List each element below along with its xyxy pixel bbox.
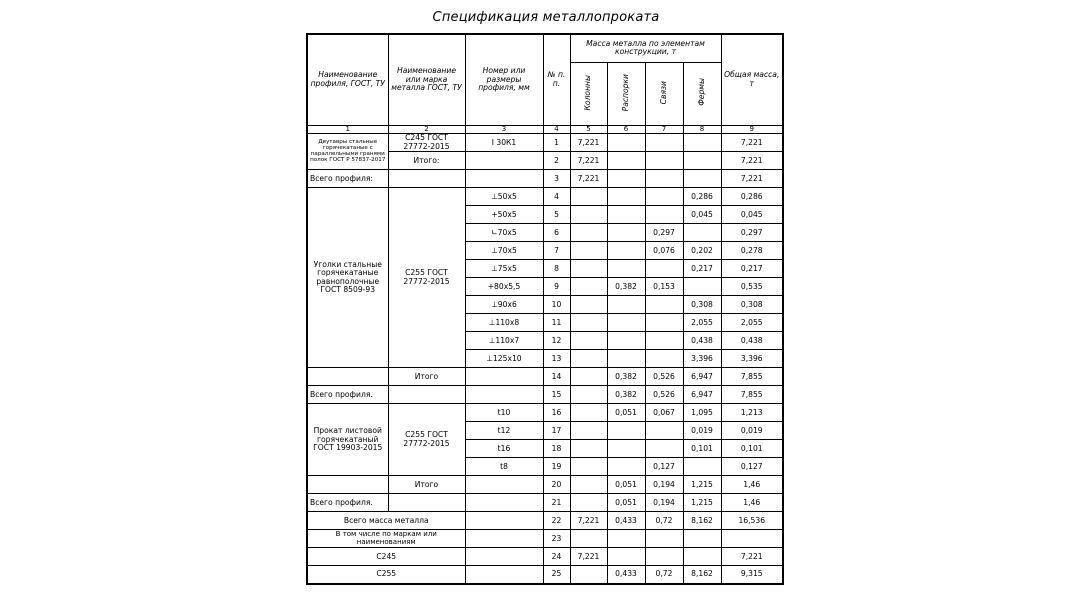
mass-struts [607, 350, 645, 368]
mass-total: 0,019 [721, 422, 783, 440]
row-number: 2 [543, 152, 570, 170]
header-total: Общая масса, т [721, 34, 783, 125]
row-number: 5 [543, 206, 570, 224]
mass-columns: 7,221 [570, 548, 607, 566]
mass-struts: 0,051 [607, 494, 645, 512]
mass-braces [645, 134, 683, 152]
mass-columns [570, 530, 607, 548]
index-cell: 9 [721, 125, 783, 134]
row-number: 11 [543, 314, 570, 332]
mass-braces [645, 350, 683, 368]
mass-total: 0,127 [721, 458, 783, 476]
row-number: 23 [543, 530, 570, 548]
mass-braces [645, 152, 683, 170]
mass-struts [607, 296, 645, 314]
mass-struts [607, 134, 645, 152]
profile-size: t10 [465, 404, 543, 422]
table-row [307, 530, 783, 548]
mass-columns [570, 368, 607, 386]
mass-trusses: 1,215 [683, 476, 721, 494]
steel-grade [388, 386, 465, 404]
mass-total: 0,308 [721, 296, 783, 314]
profile-total-label: Всего профиля. [307, 386, 388, 404]
table-row [307, 548, 783, 566]
profile-size [465, 530, 543, 548]
mass-total: 7,221 [721, 134, 783, 152]
total-mass-label: Всего масса металла [307, 512, 465, 530]
steel-grade [388, 170, 465, 188]
mass-struts [607, 188, 645, 206]
profile-size: t8 [465, 458, 543, 476]
mass-total: 7,221 [721, 548, 783, 566]
steel-grade: С245 ГОСТ 27772-2015 [388, 134, 465, 152]
specification-table [306, 33, 784, 585]
profile-size [465, 494, 543, 512]
mass-trusses: 8,162 [683, 512, 721, 530]
index-cell: 4 [543, 125, 570, 134]
header-mass-group: Масса металла по элементам конструкции, т [570, 34, 721, 62]
row-number: 7 [543, 242, 570, 260]
mass-trusses [683, 152, 721, 170]
profile-name: Прокат листовой горячекатаный ГОСТ 19903-2015 [307, 404, 388, 476]
mass-braces [645, 530, 683, 548]
header-size: Номер или размеры профиля, мм [465, 34, 543, 125]
mass-total: 0,535 [721, 278, 783, 296]
subtotal-label: Итого [388, 476, 465, 494]
mass-struts: 0,433 [607, 512, 645, 530]
row-number: 17 [543, 422, 570, 440]
table-row [307, 494, 783, 512]
index-cell: 8 [683, 125, 721, 134]
index-cell: 2 [388, 125, 465, 134]
mass-trusses: 0,202 [683, 242, 721, 260]
mass-total: 0,045 [721, 206, 783, 224]
mass-trusses [683, 170, 721, 188]
mass-total: 16,536 [721, 512, 783, 530]
mass-struts [607, 332, 645, 350]
mass-trusses: 3,396 [683, 350, 721, 368]
mass-struts [607, 152, 645, 170]
row-number: 14 [543, 368, 570, 386]
profile-total-label: Всего профиля: [307, 170, 388, 188]
mass-total: 3,396 [721, 350, 783, 368]
profile-name [307, 368, 388, 386]
profile-size [465, 476, 543, 494]
profile-size: ⊥110x8 [465, 314, 543, 332]
mass-columns [570, 476, 607, 494]
profile-size: ⊥125x10 [465, 350, 543, 368]
header-columns: Колонны [570, 62, 607, 125]
row-number: 20 [543, 476, 570, 494]
mass-columns [570, 296, 607, 314]
mass-braces: 0,72 [645, 512, 683, 530]
row-number: 13 [543, 350, 570, 368]
mass-braces: 0,297 [645, 224, 683, 242]
index-cell: 6 [607, 125, 645, 134]
mass-columns: 7,221 [570, 512, 607, 530]
mass-columns [570, 566, 607, 584]
mass-braces [645, 170, 683, 188]
row-number: 1 [543, 134, 570, 152]
mass-struts [607, 242, 645, 260]
row-number: 10 [543, 296, 570, 314]
profile-size: t12 [465, 422, 543, 440]
profile-size: ⊥90x6 [465, 296, 543, 314]
profile-size [465, 566, 543, 584]
table-row [307, 566, 783, 584]
profile-size [465, 368, 543, 386]
header-struts: Распорки [607, 62, 645, 125]
header-number: № п. п. [543, 34, 570, 125]
mass-braces: 0,127 [645, 458, 683, 476]
index-cell: 1 [307, 125, 388, 134]
profile-size: ⊥110x7 [465, 332, 543, 350]
profile-size: ⊥75x5 [465, 260, 543, 278]
row-number: 12 [543, 332, 570, 350]
mass-total: 7,221 [721, 152, 783, 170]
mass-columns [570, 386, 607, 404]
profile-name: Двутавры стальные горячекатаные с параллельными гранями полок ГОСТ Р 57837-2017 [307, 134, 388, 170]
mass-braces: 0,526 [645, 368, 683, 386]
row-number: 24 [543, 548, 570, 566]
mass-braces [645, 260, 683, 278]
mass-columns [570, 224, 607, 242]
mass-braces: 0,067 [645, 404, 683, 422]
mass-columns [570, 278, 607, 296]
mass-columns [570, 314, 607, 332]
mass-total: 0,438 [721, 332, 783, 350]
mass-struts [607, 170, 645, 188]
mass-total: 7,855 [721, 368, 783, 386]
row-number: 6 [543, 224, 570, 242]
mass-braces [645, 188, 683, 206]
mass-braces [645, 206, 683, 224]
page-title: Спецификация металлопроката [432, 10, 660, 25]
profile-size: ⊥70x5 [465, 242, 543, 260]
mass-total: 0,217 [721, 260, 783, 278]
table-row [307, 368, 783, 386]
mass-columns [570, 332, 607, 350]
mass-braces [645, 548, 683, 566]
mass-total: 7,221 [721, 170, 783, 188]
profile-size [465, 170, 543, 188]
mass-trusses [683, 224, 721, 242]
profile-size: ∟70x5 [465, 224, 543, 242]
mass-total: 1,46 [721, 476, 783, 494]
mass-struts [607, 422, 645, 440]
table-row [307, 512, 783, 530]
mass-trusses: 0,438 [683, 332, 721, 350]
mass-columns [570, 206, 607, 224]
mass-columns [570, 494, 607, 512]
mass-trusses: 0,286 [683, 188, 721, 206]
mass-struts [607, 530, 645, 548]
mass-trusses: 8,162 [683, 566, 721, 584]
mass-total: 0,286 [721, 188, 783, 206]
row-number: 21 [543, 494, 570, 512]
profile-name: Уголки стальные горячекатаные равнополочные ГОСТ 8509-93 [307, 188, 388, 368]
mass-braces [645, 314, 683, 332]
mass-braces [645, 332, 683, 350]
table-row [307, 404, 783, 422]
mass-braces [645, 440, 683, 458]
profile-size [465, 152, 543, 170]
row-number: 18 [543, 440, 570, 458]
steel-grade: С255 ГОСТ 27772-2015 [388, 404, 465, 476]
profile-size [465, 512, 543, 530]
mass-trusses: 1,095 [683, 404, 721, 422]
mass-columns [570, 242, 607, 260]
mass-struts: 0,433 [607, 566, 645, 584]
mass-struts: 0,382 [607, 368, 645, 386]
table-row [307, 188, 783, 206]
mass-trusses: 6,947 [683, 368, 721, 386]
index-row [307, 125, 783, 134]
row-number: 3 [543, 170, 570, 188]
mass-columns [570, 260, 607, 278]
mass-trusses: 0,308 [683, 296, 721, 314]
mass-total: 0,297 [721, 224, 783, 242]
mass-total: 7,855 [721, 386, 783, 404]
profile-size: t16 [465, 440, 543, 458]
mass-braces [645, 422, 683, 440]
header-row [307, 34, 783, 62]
mass-struts [607, 440, 645, 458]
mass-struts: 0,382 [607, 278, 645, 296]
mass-struts: 0,051 [607, 404, 645, 422]
mass-trusses: 0,045 [683, 206, 721, 224]
profile-size: +50x5 [465, 206, 543, 224]
mass-struts [607, 260, 645, 278]
profile-total-label: Всего профиля. [307, 494, 388, 512]
mass-trusses: 1,215 [683, 494, 721, 512]
mass-trusses: 0,019 [683, 422, 721, 440]
mass-trusses: 0,101 [683, 440, 721, 458]
mass-columns [570, 188, 607, 206]
mass-columns [570, 440, 607, 458]
subtotal-label: Итого [388, 368, 465, 386]
row-number: 22 [543, 512, 570, 530]
grade-c255-label: С255 [307, 566, 465, 584]
table-row [307, 170, 783, 188]
mass-trusses [683, 458, 721, 476]
row-number: 8 [543, 260, 570, 278]
index-cell: 3 [465, 125, 543, 134]
mass-total: 1,46 [721, 494, 783, 512]
mass-trusses: 2,055 [683, 314, 721, 332]
mass-trusses [683, 548, 721, 566]
mass-columns [570, 404, 607, 422]
index-cell: 5 [570, 125, 607, 134]
mass-total: 9,315 [721, 566, 783, 584]
row-number: 16 [543, 404, 570, 422]
mass-struts: 0,382 [607, 386, 645, 404]
steel-grade: С255 ГОСТ 27772-2015 [388, 188, 465, 368]
including-label: В том числе по маркам или наименованиям [307, 530, 465, 548]
mass-braces [645, 296, 683, 314]
header-profile: Наименование профиля, ГОСТ, ТУ [307, 34, 388, 125]
mass-total: 0,278 [721, 242, 783, 260]
row-number: 4 [543, 188, 570, 206]
row-number: 25 [543, 566, 570, 584]
mass-struts [607, 458, 645, 476]
row-number: 19 [543, 458, 570, 476]
mass-total: 1,213 [721, 404, 783, 422]
subtotal-label: Итого: [388, 152, 465, 170]
mass-trusses [683, 278, 721, 296]
mass-columns: 7,221 [570, 170, 607, 188]
mass-braces: 0,076 [645, 242, 683, 260]
row-number: 9 [543, 278, 570, 296]
mass-columns [570, 422, 607, 440]
mass-trusses [683, 530, 721, 548]
mass-total: 0,101 [721, 440, 783, 458]
mass-total [721, 530, 783, 548]
table-row [307, 386, 783, 404]
grade-c245-label: С245 [307, 548, 465, 566]
mass-braces: 0,153 [645, 278, 683, 296]
mass-trusses: 6,947 [683, 386, 721, 404]
mass-struts [607, 314, 645, 332]
index-cell: 7 [645, 125, 683, 134]
mass-columns [570, 458, 607, 476]
mass-struts [607, 206, 645, 224]
table-row [307, 134, 783, 152]
profile-size: ⊥50x5 [465, 188, 543, 206]
header-trusses: Фермы [683, 62, 721, 125]
row-number: 15 [543, 386, 570, 404]
profile-size: I 30К1 [465, 134, 543, 152]
mass-columns: 7,221 [570, 152, 607, 170]
mass-total: 2,055 [721, 314, 783, 332]
steel-grade [388, 494, 465, 512]
mass-struts: 0,051 [607, 476, 645, 494]
mass-struts [607, 548, 645, 566]
profile-size [465, 548, 543, 566]
mass-columns: 7,221 [570, 134, 607, 152]
profile-name [307, 476, 388, 494]
table-row [307, 476, 783, 494]
mass-braces: 0,194 [645, 494, 683, 512]
mass-braces: 0,526 [645, 386, 683, 404]
mass-braces: 0,72 [645, 566, 683, 584]
profile-size: +80x5,5 [465, 278, 543, 296]
mass-trusses: 0,217 [683, 260, 721, 278]
profile-size [465, 386, 543, 404]
mass-braces: 0,194 [645, 476, 683, 494]
mass-trusses [683, 134, 721, 152]
header-steel: Наименование или марка металла ГОСТ, ТУ [388, 34, 465, 125]
header-braces: Связи [645, 62, 683, 125]
mass-struts [607, 224, 645, 242]
mass-columns [570, 350, 607, 368]
